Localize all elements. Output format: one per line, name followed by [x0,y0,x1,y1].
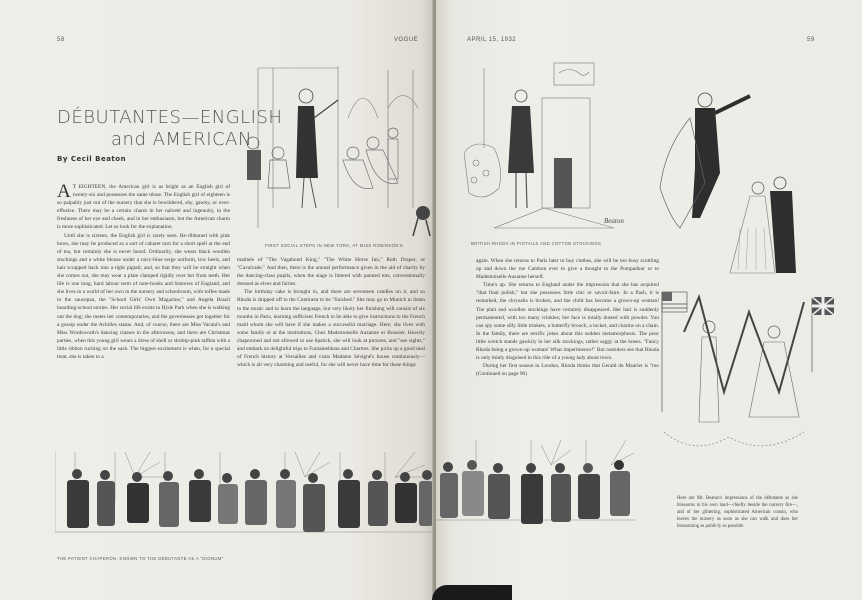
column2-paragraph-1: matinée of "The Vagabond King," "The White Horse Inn," Ruth Draper, or "Cavalcade." And then, there is the annual performance given in the aid of charity by the dancing-class pupils, when the stage is littered with painted tots, conventionally dressed as elves and fairies. [237,257,425,288]
dancing-class-illustration [238,58,434,238]
dropcap: A [57,181,71,202]
british-rhoda-illustration [464,58,624,233]
caption-british-rhoda: BRITISH RHODA IN PIGTAILS AND COTTON STOCKINGS [471,241,602,246]
union-jack-icon [812,297,834,315]
dancing-class-drawing [238,58,434,238]
svg-text:Beaton: Beaton [604,217,624,225]
right-page [436,0,862,600]
flags-debutantes-illustration [654,282,834,462]
byline: By Cecil Beaton [57,155,127,163]
chaperons-drawing [55,447,434,552]
chaperons-continued-drawing [436,435,636,545]
headline-line2: and AMERICAN [111,129,252,150]
page-number-right: 59 [807,37,815,43]
running-head-right: APRIL 15, 1932 [467,37,517,43]
column1-paragraph-1: A T EIGHTEEN, the American girl is as bright as an English girl of twenty-six and possesses the same ténue. The English girl of eighteen is so palpably just out of the nursery that she is bewildered, shy, gawky, or over-effusive. There may be a certain charm in her naïveté and ingenuity, in the freshness of her eye and cheek, and in her enthusiasm, but the American charm is more sophisticated. Let us look for the explanation. [57,181,230,231]
column1-paragraph-2: Until she is sixteen, the English girl is rarely seen. Be-ribboned with pink bows, she may be produced as a sort of cabaret turn for a short spell at the end of tea, but certainly she is never heard. Ordinarily, she wears black woollen stockings and a white blouse under a navy-blue serge uniform, low heels, and hair scrapped back into a tight pigtail; and, so that they will be straight when she comes out, she may wear a plate clamped rigidly over her front teeth. Her life is one long, hard labour term of note-books and histories of England, and she lives in a world of her own in the nursery and schoolroom, with toffee made in the saucepan, the "School Girls' Own Magazine," and Angela Brazil boarding-school stories. Her social life exists in Hyde Park when she is walking out the dog; she meets her contemporaries, and the governesses get together for a gossip under the Achilles statue. And, of course, there are Miss Vacani's and Miss Wordsworth's dancing classes in the afternoons, and there are Christmas parties, when this young girl wears a dress of shell or shrimp-pink taffeta with a little ribbon ruching on the sash. The biggest excitement is when, for a special treat, she is taken to a [57,232,230,360]
headline-line1: DÉBUTANTES—ENGLISH [57,107,283,128]
column3-paragraph-3: During her first season in London, Rhoda thinks that Gerald du Maurier is "too (Continued on page 96) [476,363,659,378]
article-column-2 [237,256,425,369]
caption-dancing-class: FIRST SOCIAL STEPS IN NEW YORK, AT MISS ROBINSON'S [265,243,404,248]
american-flag-icon [662,292,687,312]
column3-paragraph-2: Time's up. She returns to England under the impression that she has acquired "that final polish," but she possesses little chic or savoir-faire. In a flash, it is remarked, the chrysalis is broken, and the child has become a grown-up woman! The plait and woollen stockings have certainly disappeared. Her hair is suddenly permanented, with too many crinkles; her face is totally dusted with powder. You can spy some silly little trinkets, a butterfly brooch, a locket, and charms on a chain. In the family, there are terrific jokes about this sudden metamorphosis. The poor little wretch stands gawkily in her silk stockings, rather saggy at the knees. "Fancy Rhoda being a grown-up woman! What impertinence!" But outsiders see that Rhoda is only thinly disguised in this rôle of a young lady about town. [476,282,659,362]
article-column-1 [57,183,230,361]
british-rhoda-drawing [464,58,624,233]
page-number-left: 58 [57,37,65,43]
chaperons-row-illustration [55,447,434,552]
column2-paragraph-2: The birthday cake is brought in, and there are seventeen candles on it, and so Rhoda is shipped off to the Continent to be "finished." She may go to Munich to listen to the music and to learn the language, but very likely her finishing will consist of six months in Paris, learning sufficient French to be able to give instructions to the French maid whom she will have if she makes a successful marriage. Here, she lives with some family or at the institutions, Chez Mademoiselle Auzanne or Boissier. Heavily chaperoned and not allowed to use lipstick, she will look at pictures, and "see sights," and embark on delightful trips to Fontainebleau and Chartres. She picks up a good deal of French history at Versailles and visits Madame Sévigné's house continuously—which is all very charming and useful, for she will never have time for these things [237,289,425,369]
dancing-couples-illustration [650,88,850,278]
article-column-3 [476,257,659,378]
flags-debutantes-drawing [654,282,834,462]
book-edge-shadow [432,585,512,600]
dancing-couples-drawing [650,88,850,278]
running-head-left: VOGUE [394,37,419,43]
chaperons-row-continued-illustration [436,435,636,545]
caption-chaperons: THE PATIENT CHAPERON, KNOWN TO THE DÉBUTANTE AS A "DIGNUM" [57,556,224,561]
illustration-sidebar-note: Here are Mr. Beaton's impressions of the débutante as she blossoms in his own land—chiefly beside the nursery fire—, and of her glittering, sophisticated American cousin, who leaves the nursery as soon as she can walk and does her blossoming as publicly as possible [677,496,798,529]
column3-paragraph-1: again. When she returns to Paris later to buy clothes, she will be too busy scuttling up and down the rue Cambon ever to give a thought to the Pompadour or to Mademoiselle Auzanne herself. [476,258,659,281]
